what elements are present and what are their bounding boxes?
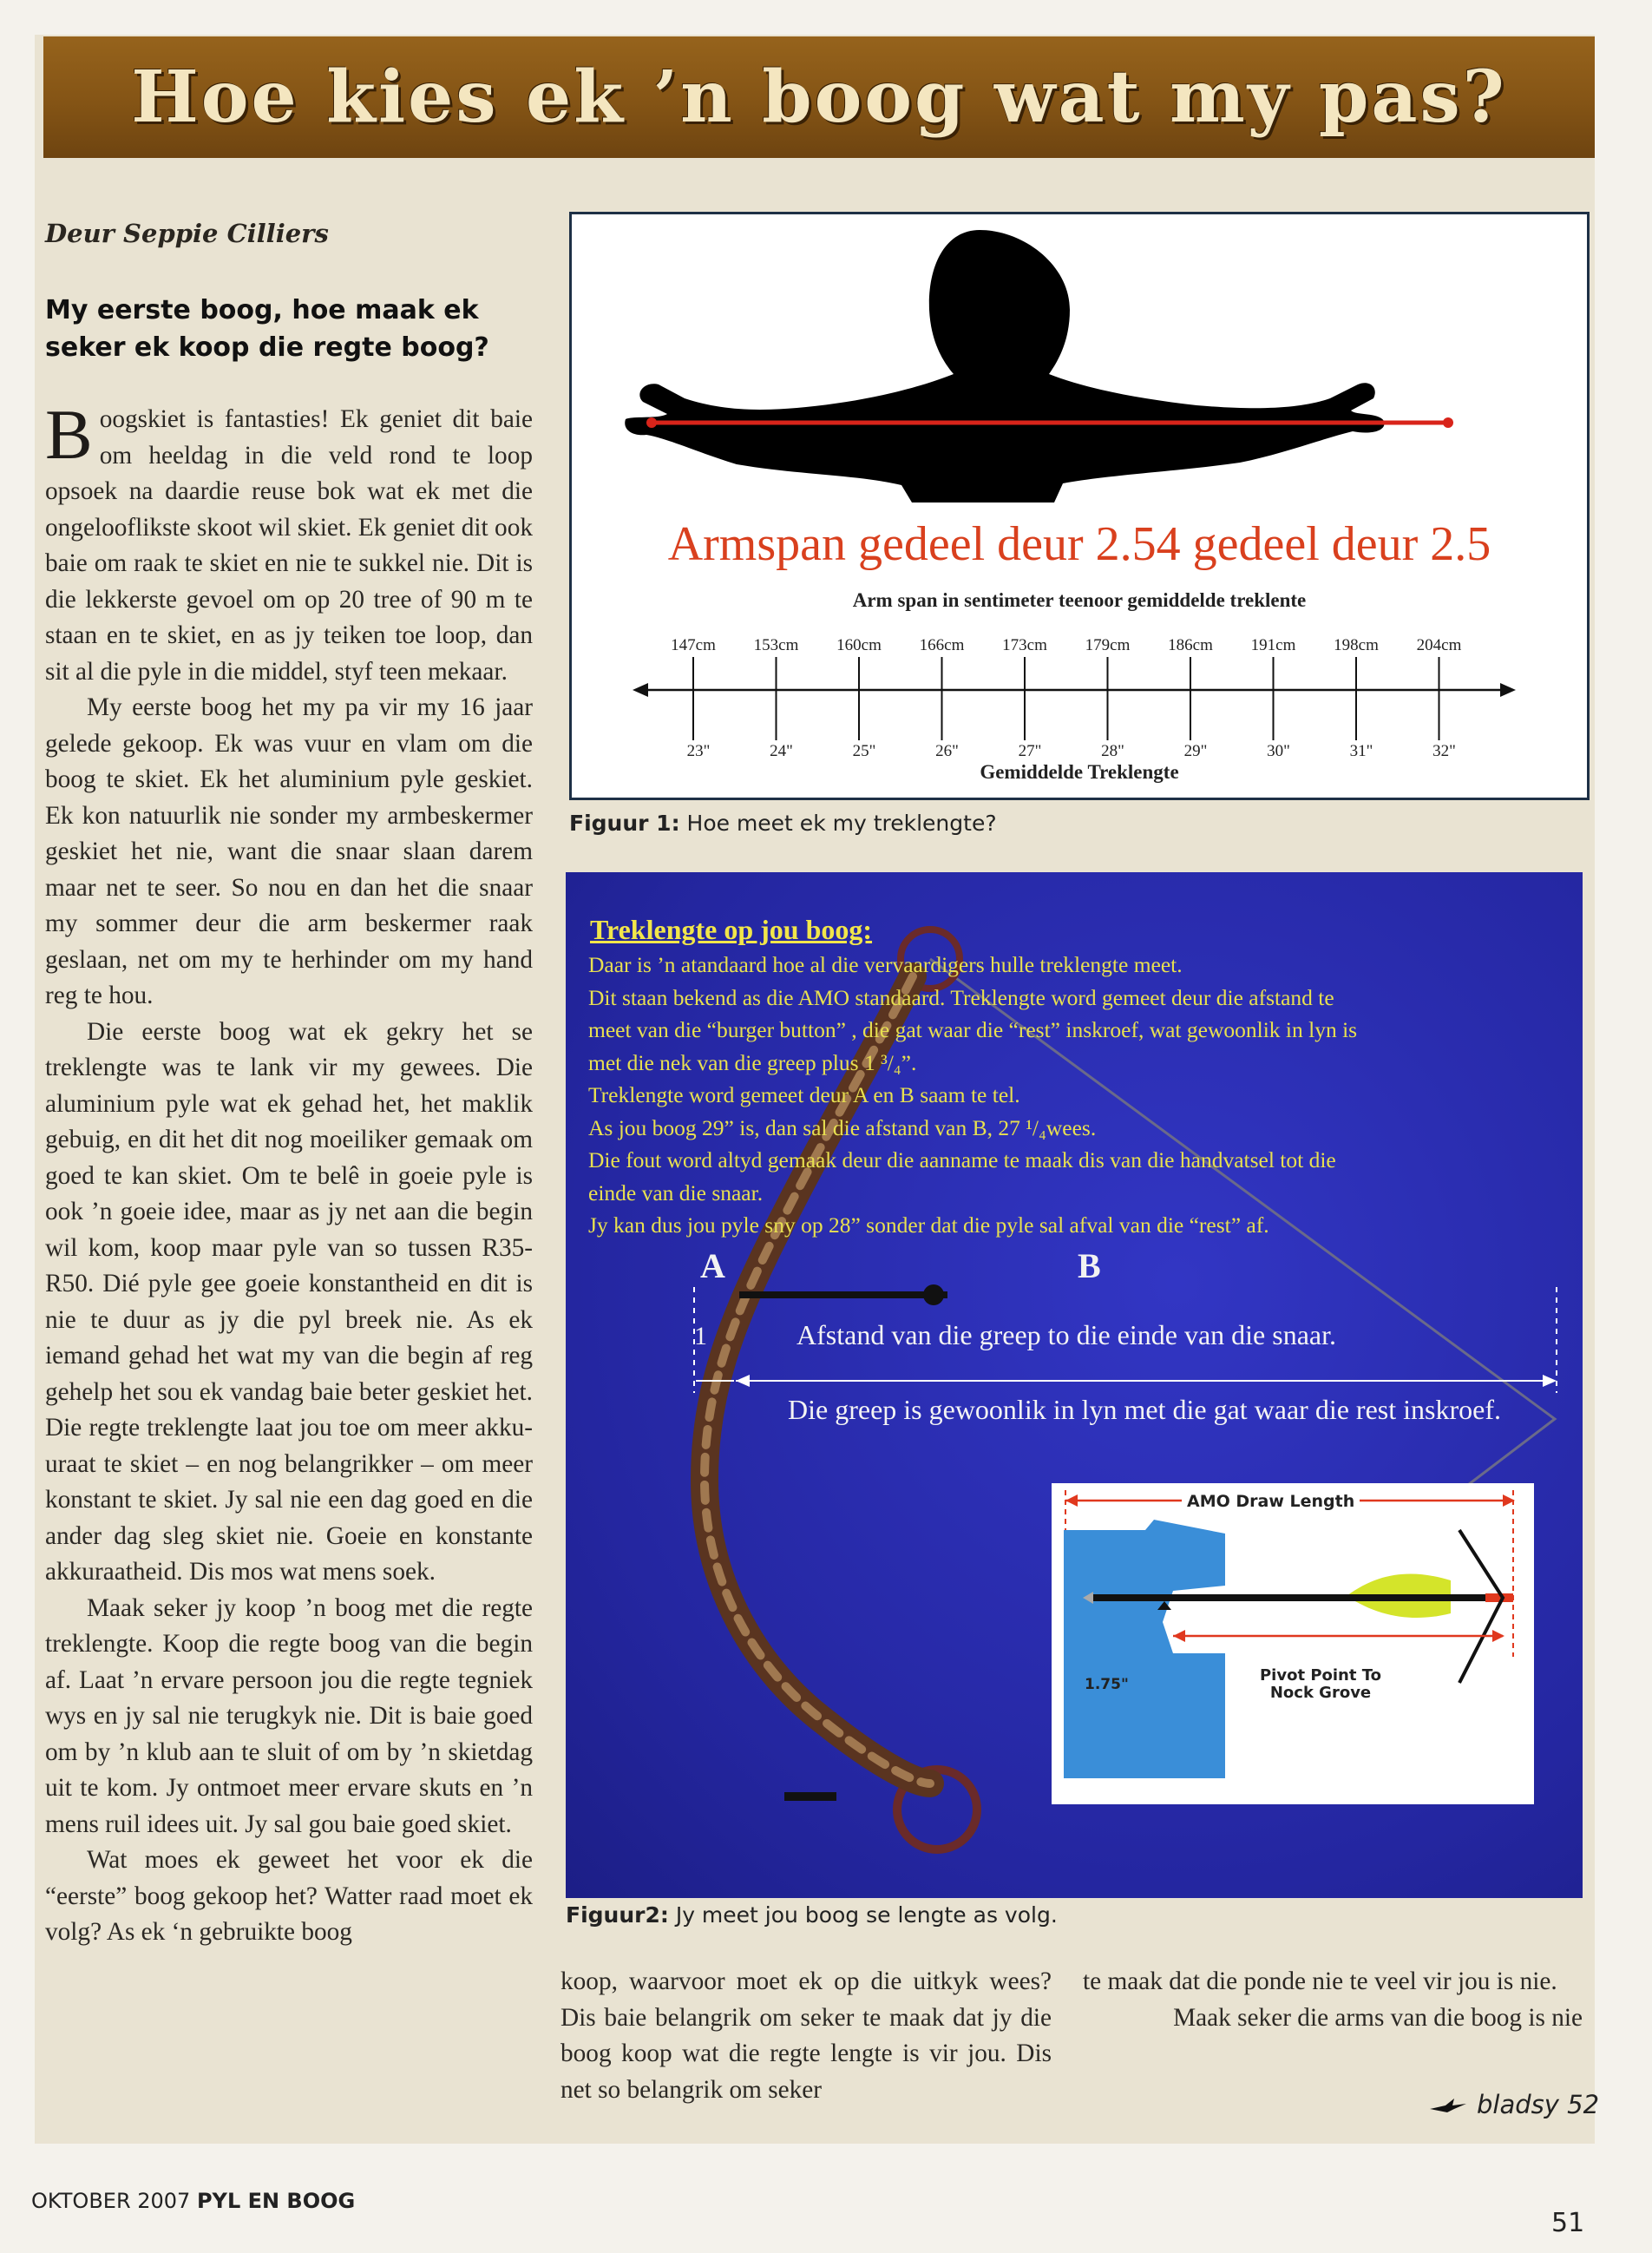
rest-knob	[923, 1284, 944, 1305]
inch-label: 30"	[1267, 742, 1290, 760]
inch-label: 27"	[1018, 742, 1042, 760]
measure-arrow-right	[1543, 1375, 1557, 1387]
continued-text: bladsy 52	[1477, 2090, 1600, 2119]
treklengte-heading: Treklengte op jou boog:	[590, 914, 873, 945]
amo-top-arrow-left	[1065, 1494, 1078, 1507]
paragraph-1-text: oogskiet is fantasties! Ek geniet dit baie om heeldag in die veld rond te loop opsoek na daardie reuse bok wat ek met die ongelooflikste skoot wil skiet. Ek geniet dit ook baie om raak te skiet en nie te sukkel nie. Dit is die lekkerste gevoel om op 20 tree of 90 m te staan en te skiet, en as jy teiken toe loop, dan sit al die pyle in die middel, styf teen mekaar.	[45, 405, 533, 686]
paragraph-1	[45, 395, 533, 690]
treklengte-line: Die fout word altyd gemaak deur die aanname te maak dis van die handvatsel tot die	[588, 1147, 1336, 1172]
cm-label: 166cm	[919, 636, 965, 654]
cm-label: 186cm	[1168, 636, 1213, 654]
paragraph-5: Wat moes ek geweet het voor ek die “eerste” boog gekoop het? Watter raad moet ek volg? As ek ‘n gebruikte boog	[45, 1846, 533, 1946]
scale-ticks	[693, 657, 1439, 740]
treklengte-line: Jy kan dus jou pyle sny op 28” sonder dat die pyle sal afval van die “rest” af.	[588, 1212, 1269, 1238]
pivot-arrow-left	[1173, 1630, 1185, 1642]
axis-arrow-left	[633, 683, 648, 697]
figure-1-subtitle: Arm span in sentimeter teenoor gemiddelde treklente	[852, 589, 1307, 611]
cm-label: 160cm	[836, 636, 882, 654]
paragraph-col3-1: te maak dat die ponde nie te veel vir jou is nie.	[1083, 1967, 1557, 1995]
paragraph-col2: koop, waarvoor moet ek op die uitkyk wees? Dis baie belangrik om seker te maak dat jy die boog koop wat die regte lengte is vir jou. Dis net so belangrik om seker	[560, 1967, 1052, 2104]
amo-pivot-label: Pivot Point To Nock Grove	[1259, 1666, 1381, 1702]
footer-month: OKTOBER 2007	[31, 2189, 197, 2213]
armspan-endpoint-left	[646, 417, 657, 428]
page-title: Hoe kies ek ’n boog wat my pas?	[131, 56, 1507, 139]
figure-1-caption	[569, 811, 997, 836]
article-column-2	[560, 1964, 1052, 2108]
page-footer	[31, 2189, 355, 2213]
figure-1-armspan	[569, 212, 1590, 800]
cm-label: 173cm	[1002, 636, 1047, 654]
article-column-3	[1083, 1964, 1583, 2036]
paragraph-col3-2: Maak seker die arms van die boog is nie	[1173, 2003, 1583, 2032]
figure-2-bow-diagram	[566, 872, 1583, 1898]
arrow-bird-icon	[1428, 2095, 1468, 2114]
inch-label: 25"	[852, 742, 876, 760]
inch-label: 26"	[935, 742, 959, 760]
amo-175-label: 1.75"	[1085, 1676, 1129, 1693]
paragraph-4: Maak seker jy koop ’n boog met die regte treklengte. Koop die regte boog van die begin af. Laat ’n ervare persoon jou die regte tegniek wys en jy sal nie terugkyk nie. Dit is baie goed om by ’n klub aan te sluit of om by ’n skietdag uit te kom. Jy ontmoet meer ervare skuts en ’n mens ruil idees uit. Jy sal gou baie goed skiet.	[45, 1593, 533, 1838]
armspan-endpoint-right	[1443, 417, 1453, 428]
measure-arrow-left	[736, 1375, 750, 1387]
riser-shape	[1064, 1520, 1225, 1778]
inch-label: 32"	[1432, 742, 1456, 760]
treklengte-line: met die nek van die greep plus 1 ³/₄”.	[588, 1049, 917, 1075]
inch-label: 24"	[770, 742, 793, 760]
figure-2-distance-text: Afstand van die greep to die einde van die snaar.	[796, 1319, 1336, 1350]
cm-label: 153cm	[753, 636, 799, 654]
byline: Deur Seppie Cilliers	[45, 219, 329, 248]
inch-label: 31"	[1349, 742, 1373, 760]
figure-2-caption-label: Figuur2:	[566, 1902, 669, 1928]
amo-diagram	[1052, 1483, 1534, 1804]
inch-label: 28"	[1101, 742, 1124, 760]
figure-2-caption-text: Jy meet jou boog se lengte as volg.	[668, 1902, 1058, 1928]
figure-2-grip-text: Die greep is gewoonlik in lyn met die gat waar die rest inskroef.	[788, 1394, 1501, 1425]
cm-label: 198cm	[1334, 636, 1379, 654]
label-a: A	[700, 1246, 725, 1285]
amo-draw-length-inset	[1052, 1483, 1534, 1804]
label-1: 1	[694, 1322, 707, 1350]
figure-1-caption-text: Hoe meet ek my treklengte?	[679, 811, 997, 836]
figure-1-caption-label: Figuur 1:	[569, 811, 680, 836]
figure-1-axis-label: Gemiddelde Treklengte	[980, 761, 1179, 783]
bowstring	[1459, 1530, 1503, 1683]
treklengte-line: Treklengte word gemeet deur A en B saam te tel.	[588, 1082, 1020, 1107]
cm-label: 204cm	[1416, 636, 1462, 654]
treklengte-line: einde van die snaar.	[588, 1179, 764, 1205]
title-banner	[43, 36, 1595, 158]
cm-label: 179cm	[1085, 636, 1131, 654]
paragraph-2: My eerste boog het my pa vir my 16 jaar gelede gekoop. Ek was vuur en vlam om die boog te skiet. Ek het aluminium pyle geskiet. Ek kon natuurlik nie sonder my armbeskermer geskiet het nie, want die snaar slaan darem maar net te seer. So nou en dan het die snaar my sommer deur die arm beskermer raak geslaan, net om my te herhinder om my hand reg te hou.	[45, 693, 533, 1009]
person-silhouette	[625, 230, 1384, 502]
silhouette-illustration	[572, 214, 1587, 798]
amo-title: AMO Draw Length	[1182, 1492, 1360, 1511]
cm-label: 147cm	[671, 636, 716, 654]
treklengte-line: Daar is ’n atandaard hoe al die vervaardigers hulle treklengte meet.	[588, 952, 1183, 977]
treklengte-line: Dit staan bekend as die AMO standaard. Treklengte word gemeet deur die afstand te	[588, 984, 1334, 1010]
label-b: B	[1078, 1246, 1101, 1285]
article-column-1	[45, 395, 533, 1951]
footer-magazine: PYL EN BOOG	[196, 2189, 356, 2213]
cm-label: 191cm	[1250, 636, 1296, 654]
drop-cap: B	[45, 395, 93, 474]
axis-arrow-right	[1500, 683, 1516, 697]
inch-label: 29"	[1183, 742, 1208, 760]
paragraph-3: Die eerste boog wat ek gekry het se treklengte was te lank vir my gewees. Die aluminium pyle wat ek gehad het, het maklik gebuig, en dit het dit nog moeiliker gemaak om goed te kan skiet. Om te belê in goeie pyle is ook ’n goeie idee, maar as jy net aan die begin wil kom, koop maar pyle van so tussen R35-R50. Dié pyle gee goeie konstantheid en dit is nie te duur as jy die pyl breek nie. As ek iemand gehad het wat my van die begin af reg gehelp het sou ek vandag baie beter geskiet het. Die regte treklengte laat jou toe om meer akku-uraat te skiet – en nog belangrikker – om meer konstant te skiet. Jy sal nie een dag goed en die ander dag sleg skiet nie. Goeie en konstante akkuraatheid. Dis mos wat mens soek.	[45, 1017, 533, 1586]
lead-question: My eerste boog, hoe maak ek seker ek koop die regte boog?	[45, 295, 489, 363]
figure-1-title: Armspan gedeel deur 2.54 gedeel deur 2.5	[667, 517, 1491, 571]
inch-label: 23"	[686, 742, 711, 760]
treklengte-line: As jou boog 29” is, dan sal die afstand van B, 27 ¹/₄wees.	[588, 1114, 1097, 1140]
page-number: 51	[1551, 2208, 1585, 2238]
continued-label	[1428, 2090, 1599, 2119]
treklengte-line: meet van die “burger button” , die gat waar die “rest” inskroef, wat gewoonlik in lyn is	[588, 1017, 1358, 1042]
stabilizer	[784, 1792, 836, 1801]
treklengte-text	[588, 949, 1560, 1242]
figure-2-caption	[566, 1902, 1058, 1928]
pivot-arrow-right	[1492, 1630, 1504, 1642]
